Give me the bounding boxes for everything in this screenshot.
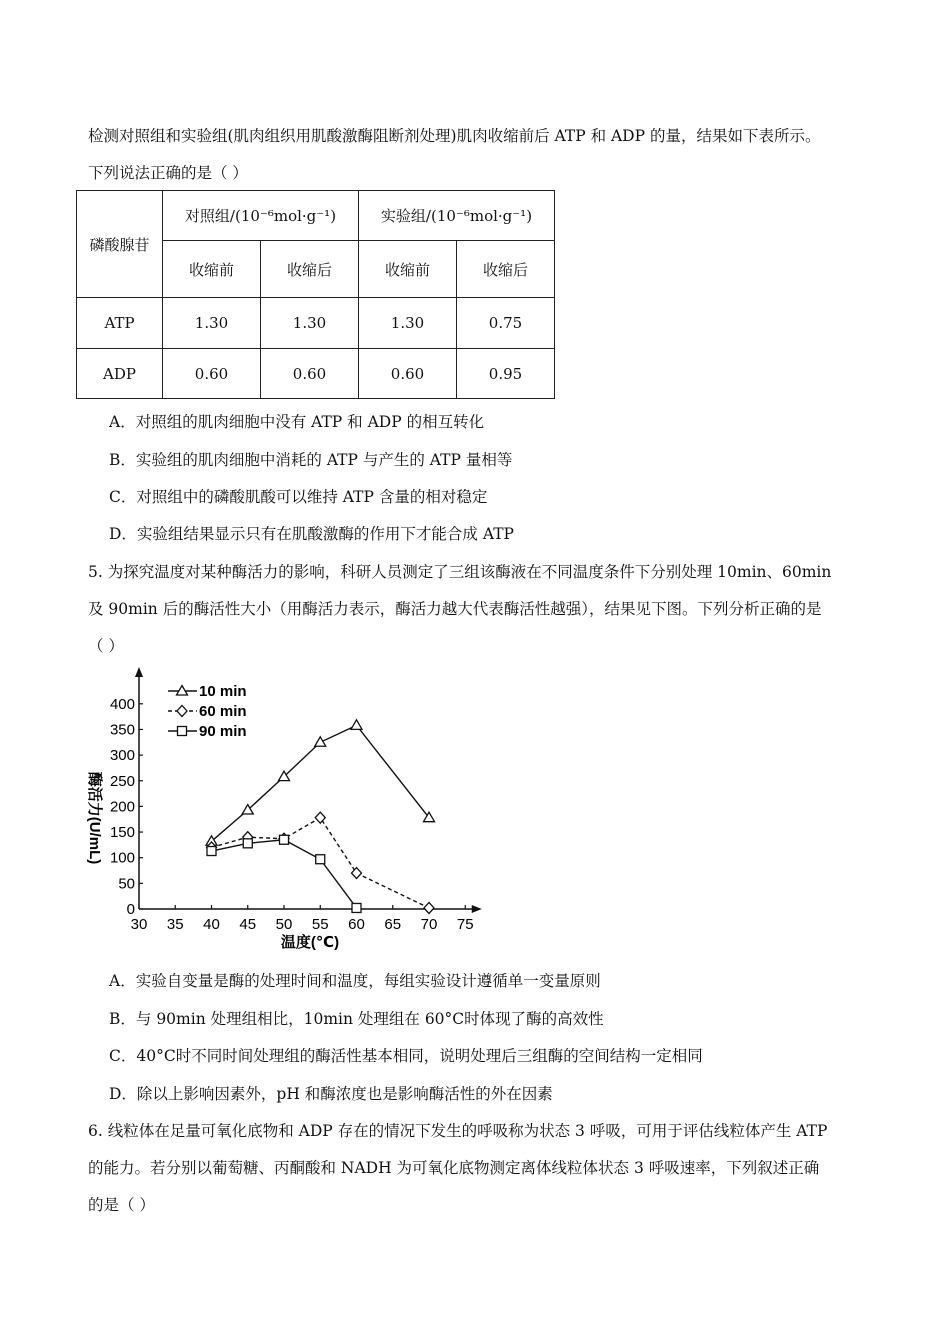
atp-adp-table <box>76 190 555 399</box>
x-tick-label: 60 <box>348 916 365 933</box>
triangle-marker <box>177 686 188 696</box>
q5-stem-line3: （ ） <box>88 637 124 655</box>
square-marker <box>352 903 361 912</box>
q5-option-c: C．40°C时不同时间处理组的酶活性基本相同，说明处理后三组酶的空间结构一定相同 <box>109 1047 703 1065</box>
q4-stem-line1: 检测对照组和实验组(肌肉组织用肌酸激酶阻断剂处理)肌肉收缩前后 ATP 和 ADP 的量，结果如下表所示。 <box>88 127 821 145</box>
table-subheader: 收缩前 <box>163 241 261 298</box>
y-tick-label: 150 <box>109 824 135 842</box>
y-tick-label: 300 <box>109 747 135 765</box>
table-subheader: 收缩后 <box>457 241 555 298</box>
q6-stem-line3: 的是（ ） <box>88 1196 155 1214</box>
experiment-group-header: 实验组/(10⁻⁶mol·g⁻¹) <box>359 191 555 241</box>
y-tick-label: 350 <box>109 721 135 739</box>
series-line <box>212 840 357 908</box>
x-axis-label: 温度(℃) <box>280 934 340 951</box>
square-marker <box>280 835 289 844</box>
row-label: ATP <box>77 298 163 349</box>
table-row <box>77 349 555 399</box>
q5-stem-line1: 5. 为探究温度对某种酶活力的影响，科研人员测定了三组该酶液在不同温度条件下分别处理 10min、60min <box>88 563 832 581</box>
y-tick-label: 50 <box>118 875 135 893</box>
diamond-marker <box>315 812 325 823</box>
y-tick-label: 100 <box>109 849 135 867</box>
table-subheader: 收缩前 <box>359 241 457 298</box>
y-axis-arrow-icon <box>135 667 143 677</box>
enzyme-activity-chart <box>82 663 512 955</box>
y-axis-label: 酶活力(U/mL) <box>86 771 103 865</box>
q4-stem-line2: 下列说法正确的是（ ） <box>88 164 248 182</box>
square-marker <box>178 727 187 736</box>
x-tick-label: 30 <box>130 916 148 933</box>
legend-label: 10 min <box>199 683 247 700</box>
y-tick-label: 200 <box>109 798 135 816</box>
q6-stem-line2: 的能力。若分别以葡萄糖、丙酮酸和 NADH 为可氧化底物测定离体线粒体状态 3 呼吸速率，下列叙述正确 <box>88 1159 820 1177</box>
q5-stem-line2: 及 90min 后的酶活性大小（用酶活力表示，酶活力越大代表酶活性越强），结果见下图。下列分析正确的是 <box>88 600 822 618</box>
y-tick-label: 400 <box>109 695 135 713</box>
table-cell: 0.60 <box>359 349 457 399</box>
y-tick-label: 250 <box>109 772 135 790</box>
x-tick-label: 75 <box>456 916 474 933</box>
table-cell: 0.95 <box>457 349 555 399</box>
table-row-header: 磷酸腺苷 <box>77 191 163 298</box>
diamond-marker <box>177 706 187 717</box>
table-cell: 1.30 <box>261 298 359 349</box>
row-label: ADP <box>77 349 163 399</box>
table-row <box>77 298 555 349</box>
q5-option-d: D．除以上影响因素外，pH 和酶浓度也是影响酶活性的外在因素 <box>109 1085 553 1103</box>
diamond-marker <box>352 868 362 879</box>
table-cell: 0.75 <box>457 298 555 349</box>
table-cell: 1.30 <box>163 298 261 349</box>
table-cell: 1.30 <box>359 298 457 349</box>
square-marker <box>207 847 216 856</box>
control-group-header: 对照组/(10⁻⁶mol·g⁻¹) <box>163 191 359 241</box>
x-tick-label: 35 <box>166 916 184 933</box>
table-cell: 0.60 <box>163 349 261 399</box>
x-tick-label: 45 <box>239 916 257 933</box>
q4-option-a: A．对照组的肌肉细胞中没有 ATP 和 ADP 的相互转化 <box>109 413 485 431</box>
table-subheader: 收缩后 <box>261 241 359 298</box>
table-cell: 0.60 <box>261 349 359 399</box>
legend-label: 90 min <box>199 723 247 740</box>
legend-label: 60 min <box>199 703 247 720</box>
q5-option-b: B．与 90min 处理组相比，10min 处理组在 60°C时体现了酶的高效性 <box>109 1010 604 1028</box>
q6-stem-line1: 6. 线粒体在足量可氧化底物和 ADP 存在的情况下发生的呼吸称为状态 3 呼吸，可用于评估线粒体产生 ATP <box>88 1122 828 1140</box>
square-marker <box>316 855 325 864</box>
x-tick-label: 55 <box>311 916 329 933</box>
diamond-marker <box>424 902 434 913</box>
triangle-marker <box>315 737 326 747</box>
x-tick-label: 40 <box>203 916 220 933</box>
x-tick-label: 70 <box>420 916 438 933</box>
q4-option-b: B．实验组的肌肉细胞中消耗的 ATP 与产生的 ATP 量相等 <box>109 451 513 469</box>
x-tick-label: 65 <box>384 916 402 933</box>
x-axis-arrow-icon <box>472 905 482 913</box>
triangle-marker <box>351 720 362 730</box>
q5-option-a: A．实验自变量是酶的处理时间和温度，每组实验设计遵循单一变量原则 <box>109 972 601 990</box>
q4-option-d: D．实验组结果显示只有在肌酸激酶的作用下才能合成 ATP <box>109 525 514 543</box>
y-tick-label: 0 <box>126 901 135 918</box>
x-tick-label: 50 <box>275 916 293 933</box>
q4-option-c: C．对照组中的磷酸肌酸可以维持 ATP 含量的相对稳定 <box>109 488 488 506</box>
square-marker <box>243 839 252 848</box>
